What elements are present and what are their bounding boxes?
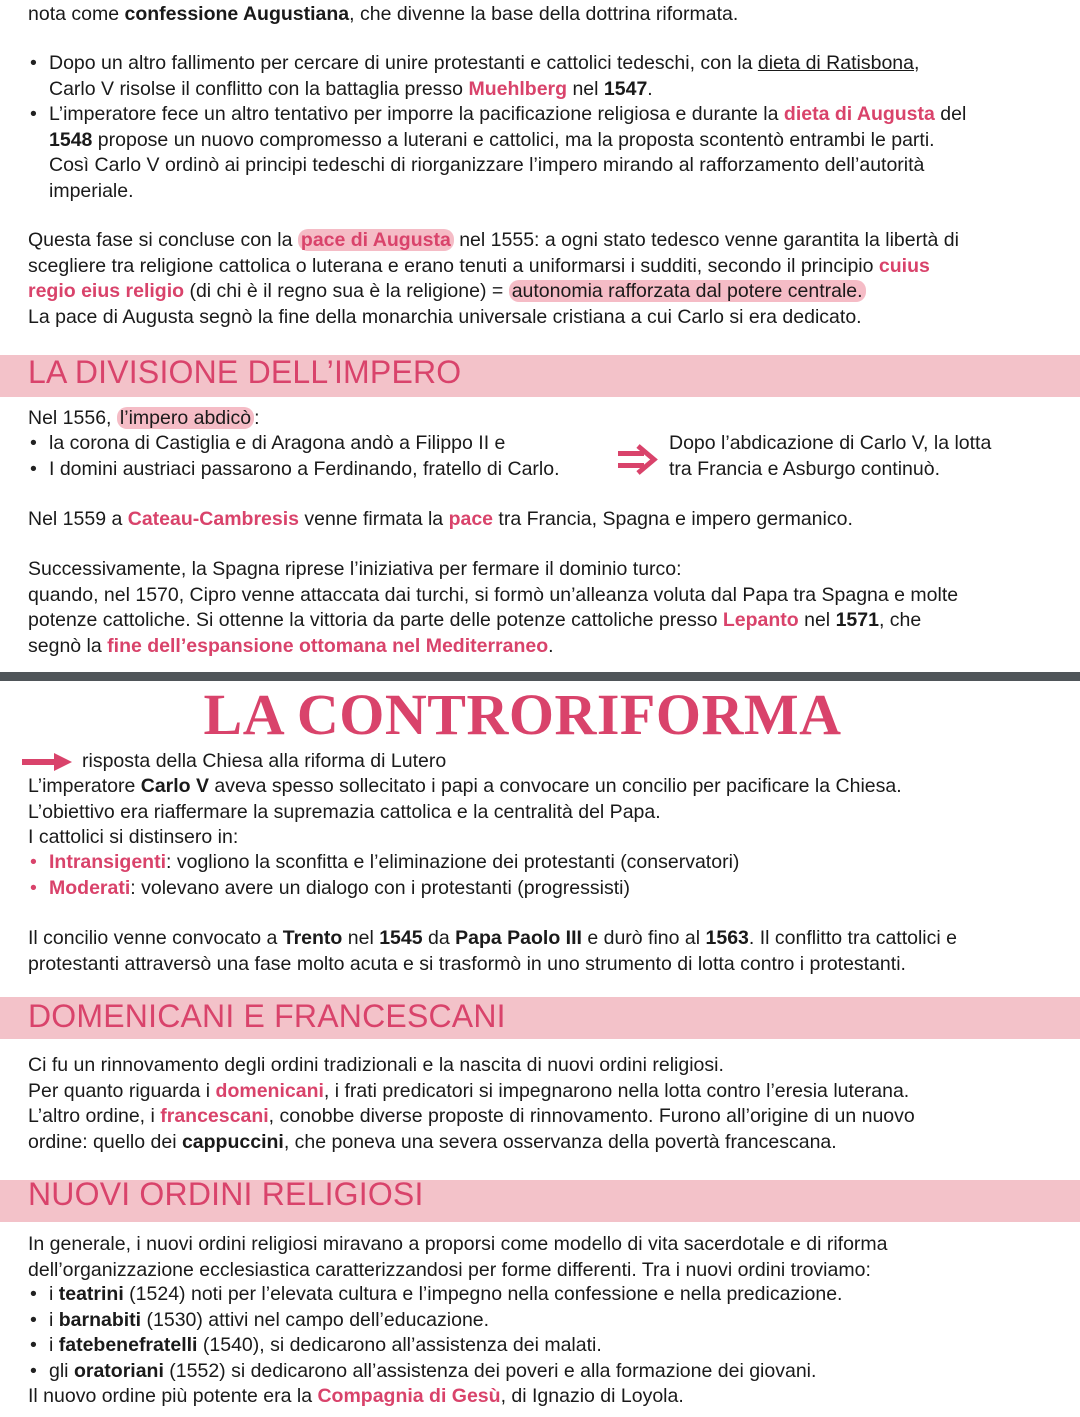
- list-item: • la corona di Castiglia e di Aragona andò a Filippo II e: [28, 431, 628, 457]
- nuovi-ordini-paragraph: In generale, i nuovi ordini religiosi miravano a proporsi come modello di vita sacerdotale e di riforma dell’organizzazione ecclesiastica caratterizzandosi per forme differenti. Tra i nuovi ordini troviamo:: [28, 1233, 888, 1281]
- concilio-paragraph: Il concilio venne convocato a Trento nel 1545 da Papa Paolo III e durò fino al 1563. Il conflitto tra cattolici e protestanti attraversò una fase molto acuta e si trasformò in uno strumento di lotta contro i protestanti.: [28, 927, 957, 975]
- controriforma-intro: L’imperatore Carlo V aveva spesso sollecitato i papi a convocare un concilio per pacificare la Chiesa. L’obiettivo era riaffermare la supremazia cattolica e la centralità del Papa. I cattolici si distinsero in:: [28, 775, 902, 848]
- section-header-domenicani: [0, 997, 1080, 1039]
- section-title: NUOVI ORDINI RELIGIOSI: [28, 1176, 424, 1212]
- list-item: • Intransigenti: vogliono la sconfitta e l’eliminazione dei protestanti (conservatori): [28, 850, 1058, 876]
- cateau-cambresis-line: Nel 1559 a Cateau-Cambresis venne firmata la pace tra Francia, Spagna e impero germanico.: [28, 508, 853, 530]
- abdication-line: Nel 1556, l’impero abdicò :: [28, 407, 260, 429]
- list-item: • I domini austriaci passarono a Ferdinando, fratello di Carlo.: [28, 457, 628, 483]
- orders-list: [28, 1282, 1058, 1384]
- pace-augusta-paragraph: Questa fase si concluse con la pace di Augusta nel 1555: a ogni stato tedesco venne garantita la libertà di scegliere tra religione cattolica o luterana e erano tenuti a uniformarsi i sudditi, secondo il principio cuius regio eius religio (di chi è il regno sua è la religione) = autonomia rafforzata dal potere centrale. La pace di Augusta segnò la fine della monarchia universale cristiana a cui Carlo si era dedicato.: [28, 229, 959, 328]
- page-title: LA CONTRORIFORMA: [203, 682, 842, 747]
- list-item: • Moderati: volevano avere un dialogo con i protestanti (progressisti): [28, 876, 1058, 902]
- arrow-right-icon: [22, 752, 74, 772]
- list-item: • i barnabiti (1530) attivi nel campo dell’educazione.: [28, 1308, 1058, 1334]
- double-arrow-icon: [616, 443, 660, 477]
- cattolici-types: [28, 850, 1058, 901]
- list-item: • gli oratoriani (1552) si dedicarono all’assistenza dei poveri e alla formazione dei giovani.: [28, 1359, 1058, 1385]
- abdication-note: Dopo l’abdicazione di Carlo V, la lotta tra Francia e Asburgo continuò.: [669, 432, 992, 480]
- section-title: LA DIVISIONE DELL’IMPERO: [28, 354, 462, 390]
- bullets-schmalkaldic: [28, 51, 1058, 204]
- compagnia-line: Il nuovo ordine più potente era la Compagnia di Gesù, di Ignazio di Loyola.: [28, 1385, 684, 1407]
- domenicani-paragraph: Ci fu un rinnovamento degli ordini tradizionali e la nascita di nuovi ordini religiosi. Per quanto riguarda i domenicani, i frati predicatori si impegnarono nella lotta contro l’eresia luterana. L’altro ordine, i francescani, conobbe diverse proposte di rinnovamento. Furono all’origine di un nuovo ordine: quello dei cappuccini, che poneva una severa osservanza della povertà francescana.: [28, 1054, 915, 1153]
- section-header-nuovi-ordini: [0, 1176, 1080, 1222]
- intro-paragraph: nota come confessione Augustiana, che divenne la base della dottrina riformata.: [28, 3, 739, 25]
- abdication-bullets: [28, 431, 628, 482]
- section-title: DOMENICANI E FRANCESCANI: [28, 998, 506, 1034]
- page-divider: [0, 672, 1080, 681]
- lepanto-paragraph: Successivamente, la Spagna riprese l’iniziativa per fermare il dominio turco: quando, nel 1570, Cipro venne attaccata dai turchi, si formò un’alleanza voluta dal Papa tra Spagna e molte potenze cattoliche. Si ottenne la vittoria da parte delle potenze cattoliche presso Lepanto nel 1571, che segnò la fine dell’espansione ottomana nel Mediterraneo.: [28, 558, 959, 657]
- list-item: • i fatebenefratelli (1540), si dedicarono all’assistenza dei malati.: [28, 1333, 1058, 1359]
- list-item: • i teatrini (1524) noti per l’elevata cultura e l’impegno nella confessione e nella predicazione.: [28, 1282, 1058, 1308]
- controriforma-subtitle: risposta della Chiesa alla riforma di Lutero: [82, 750, 447, 772]
- list-item: • Dopo un altro fallimento per cercare di unire protestanti e cattolici tedeschi, con la dieta di Ratisbona, Carlo V risolse il conflitto con la battaglia presso Muehlberg nel 1547.: [28, 51, 1058, 102]
- list-item: • L’imperatore fece un altro tentativo per imporre la pacificazione religiosa e durante la dieta di Augusta del 1548 propose un nuovo compromesso a luterani e cattolici, ma la proposta scontentò entrambi le parti. Così Carlo V ordinò ai principi tedeschi di riorganizzare l’impero mirando al rafforzamento dell’autorità imperiale.: [28, 102, 1058, 204]
- section-header-divisione: [0, 355, 1080, 397]
